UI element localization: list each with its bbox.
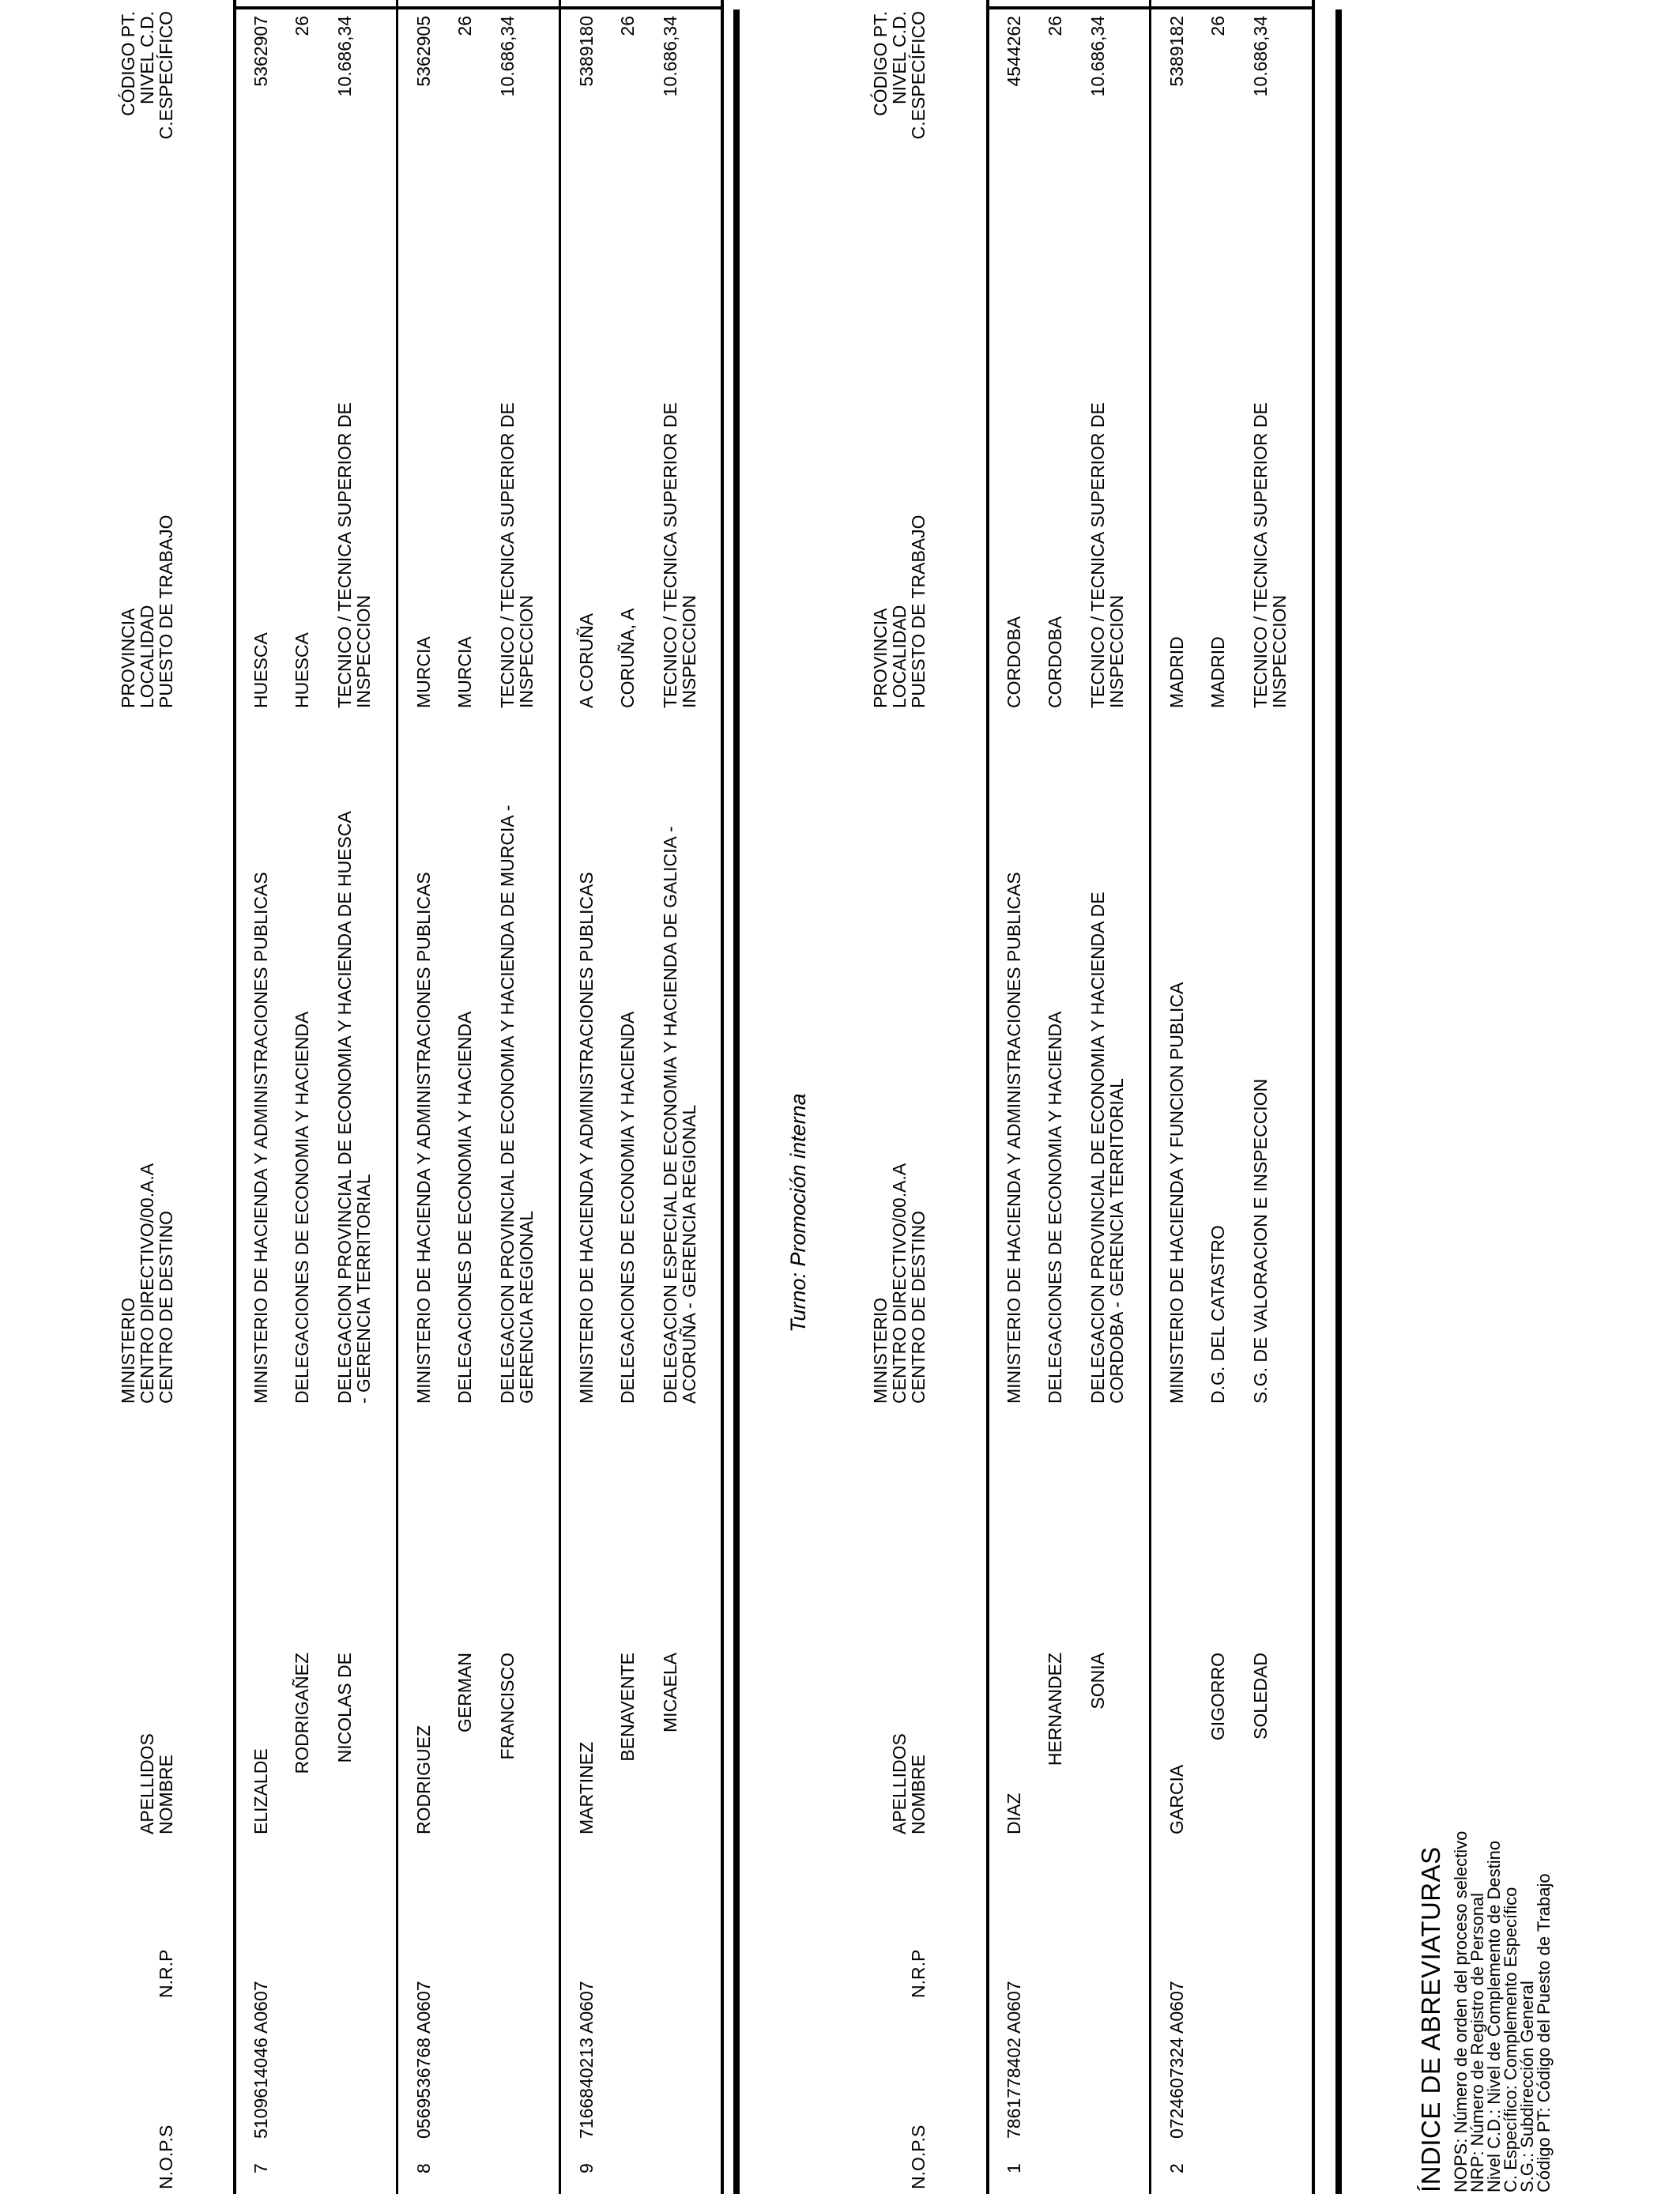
header-codigo: CÓDIGO PT. NIVEL C.D. C.ESPECÍFICO bbox=[118, 11, 176, 140]
turno-heading: Turno: Promoción interna bbox=[786, 1093, 810, 1333]
cell-puesto: TECNICO / TECNICA SUPERIOR DE INSPECCION bbox=[334, 402, 374, 708]
cell-codigo: 5389182 bbox=[1166, 16, 1187, 87]
cell-provincia: MADRID bbox=[1166, 636, 1187, 708]
cell-nivel: 26 bbox=[1045, 16, 1065, 36]
header-nops: N.O.P.S bbox=[908, 2124, 929, 2189]
cell-nrp: 0569536768 A0607 bbox=[413, 1981, 434, 2139]
abbreviation-item: C. Específico: Complemento Específico bbox=[1501, 1887, 1520, 2192]
section-separator bbox=[733, 9, 740, 2194]
cell-centro-directivo: D.G. DEL CATASTRO bbox=[1207, 1225, 1228, 1404]
cell-centro-destino: DELEGACION PROVINCIAL DE ECONOMIA Y HACIENDA DE HUESCA - GERENCIA TERRITORIAL bbox=[334, 812, 374, 1404]
cell-ministerio: MINISTERIO DE HACIENDA Y ADMINISTRACIONES PUBLICAS bbox=[413, 872, 434, 1404]
header-nombre: APELLIDOS NOMBRE bbox=[889, 1733, 929, 1834]
cell-centro-directivo: DELEGACIONES DE ECONOMIA Y HACIENDA bbox=[617, 1011, 638, 1404]
cell-ministerio: MINISTERIO DE HACIENDA Y ADMINISTRACIONES PUBLICAS bbox=[250, 872, 271, 1404]
header-nops: N.O.P.S bbox=[156, 2124, 176, 2189]
cell-especifico: 10.686,34 bbox=[1087, 16, 1108, 97]
cell-ministerio: MINISTERIO DE HACIENDA Y ADMINISTRACIONES PUBLICAS bbox=[1004, 872, 1024, 1404]
table-row bbox=[414, 0, 556, 2194]
header-provincia: PROVINCIA LOCALIDAD PUESTO DE TRABAJO bbox=[870, 515, 929, 708]
cell-apellido1: ELIZALDE bbox=[250, 1748, 271, 1834]
abbreviation-item: NOPS: Número de orden del proceso selectivo bbox=[1451, 1830, 1471, 2192]
cell-apellido2: BENAVENTE bbox=[617, 1653, 638, 1762]
row-divider bbox=[396, 0, 398, 2194]
cell-centro-directivo: DELEGACIONES DE ECONOMIA Y HACIENDA bbox=[292, 1011, 312, 1404]
table-row bbox=[1004, 0, 1147, 2194]
cell-apellido1: RODRIGUEZ bbox=[413, 1725, 434, 1834]
header-provincia: PROVINCIA LOCALIDAD PUESTO DE TRABAJO bbox=[118, 515, 176, 708]
cell-provincia: HUESCA bbox=[250, 632, 271, 708]
cell-nops: 8 bbox=[413, 2163, 434, 2173]
cell-localidad: MURCIA bbox=[454, 636, 475, 708]
table-border-bottom bbox=[1312, 0, 1315, 2194]
cell-nops: 7 bbox=[250, 2163, 271, 2173]
cell-apellido2: GIGORRO bbox=[1207, 1653, 1228, 1741]
cell-nombre: NICOLAS DE bbox=[334, 1653, 355, 1763]
cell-puesto: TECNICO / TECNICA SUPERIOR DE INSPECCION bbox=[660, 402, 699, 708]
cell-provincia: MURCIA bbox=[413, 636, 434, 708]
cell-especifico: 10.686,34 bbox=[334, 16, 355, 97]
cell-nops: 2 bbox=[1166, 2163, 1187, 2173]
table-header bbox=[868, 0, 939, 2194]
cell-apellido2: HERNANDEZ bbox=[1045, 1653, 1065, 1766]
cell-nombre: SOLEDAD bbox=[1250, 1653, 1271, 1740]
cell-apellido2: RODRIGAÑEZ bbox=[292, 1653, 312, 1774]
abbreviation-item: NRP: Número de Registro de Personal bbox=[1467, 1892, 1487, 2192]
abbreviation-item: Código PT: Código del Puesto de Trabajo bbox=[1534, 1873, 1554, 2192]
row-divider bbox=[559, 0, 561, 2194]
table-border-bottom bbox=[721, 0, 724, 2194]
cell-apellido2: GERMAN bbox=[454, 1653, 475, 1732]
cell-nrp: 7861778402 A0607 bbox=[1004, 1981, 1024, 2139]
abbreviations-list bbox=[1452, 1639, 1552, 2192]
cell-nombre: FRANCISCO bbox=[497, 1653, 518, 1760]
table-row bbox=[1167, 0, 1309, 2194]
header-ministerio: MINISTERIO CENTRO DIRECTIVO/00.A.A CENTRO DE DESTINO bbox=[870, 1163, 929, 1404]
abbreviation-item: Nivel C.D.: Nivel de Complemento de Destino bbox=[1484, 1840, 1504, 2192]
cell-nops: 1 bbox=[1004, 2163, 1024, 2173]
cell-centro-destino: DELEGACION PROVINCIAL DE ECONOMIA Y HACIENDA DE MURCIA - GERENCIA REGIONAL bbox=[497, 805, 537, 1404]
cell-nivel: 26 bbox=[292, 16, 312, 36]
table-header bbox=[115, 0, 186, 2194]
cell-especifico: 10.686,34 bbox=[660, 16, 680, 97]
cell-nrp: 0724607324 A0607 bbox=[1166, 1981, 1187, 2139]
abbreviation-item: S.G.: Subdirección General bbox=[1517, 1981, 1537, 2192]
cell-centro-directivo: DELEGACIONES DE ECONOMIA Y HACIENDA bbox=[454, 1011, 475, 1404]
cell-centro-destino: S.G. DE VALORACION E INSPECCION bbox=[1250, 1078, 1271, 1404]
cell-especifico: 10.686,34 bbox=[497, 16, 518, 97]
abbreviations-title: ÍNDICE DE ABREVIATURAS bbox=[1416, 1846, 1445, 2192]
cell-puesto: TECNICO / TECNICA SUPERIOR DE INSPECCION bbox=[1250, 402, 1290, 708]
cell-codigo: 5389180 bbox=[576, 16, 597, 87]
cell-codigo: 4544262 bbox=[1004, 16, 1024, 87]
cell-puesto: TECNICO / TECNICA SUPERIOR DE INSPECCION bbox=[497, 402, 537, 708]
table-row bbox=[577, 0, 719, 2194]
cell-ministerio: MINISTERIO DE HACIENDA Y FUNCION PUBLICA bbox=[1166, 982, 1187, 1404]
header-ministerio: MINISTERIO CENTRO DIRECTIVO/00.A.A CENTRO DE DESTINO bbox=[118, 1163, 176, 1404]
cell-ministerio: MINISTERIO DE HACIENDA Y ADMINISTRACIONES PUBLICAS bbox=[576, 872, 597, 1404]
cell-apellido1: DIAZ bbox=[1004, 1793, 1024, 1834]
cell-nombre: SONIA bbox=[1087, 1653, 1108, 1710]
header-nrp: N.R.P bbox=[908, 1949, 929, 1998]
cell-localidad: MADRID bbox=[1207, 636, 1228, 708]
table-border-top bbox=[986, 0, 989, 2194]
cell-apellido1: GARCIA bbox=[1166, 1764, 1187, 1834]
cell-nops: 9 bbox=[576, 2163, 597, 2173]
abbreviations-index bbox=[1416, 1639, 1552, 2192]
cell-centro-destino: DELEGACION ESPECIAL DE ECONOMIA Y HACIENDA DE GALICIA - ACORUÑA - GERENCIA REGIONAL bbox=[660, 826, 699, 1404]
cell-provincia: CORDOBA bbox=[1004, 616, 1024, 708]
cell-localidad: CORUÑA, A bbox=[617, 608, 638, 708]
cell-localidad: CORDOBA bbox=[1045, 616, 1065, 708]
header-nrp: N.R.P bbox=[156, 1949, 176, 1998]
cell-centro-destino: DELEGACION PROVINCIAL DE ECONOMIA Y HACIENDA DE CORDOBA - GERENCIA TERRITORIAL bbox=[1087, 892, 1127, 1404]
cell-nivel: 26 bbox=[617, 16, 638, 36]
cell-nivel: 26 bbox=[1207, 16, 1228, 36]
cell-provincia: A CORUÑA bbox=[576, 613, 597, 708]
cell-centro-directivo: DELEGACIONES DE ECONOMIA Y HACIENDA bbox=[1045, 1011, 1065, 1404]
cell-nivel: 26 bbox=[454, 16, 475, 36]
cell-nombre: MICAELA bbox=[660, 1653, 680, 1732]
cell-especifico: 10.686,34 bbox=[1250, 16, 1271, 97]
section-separator bbox=[1335, 9, 1342, 2194]
table-border-top bbox=[233, 0, 236, 2194]
cell-codigo: 5362905 bbox=[413, 16, 434, 87]
cell-localidad: HUESCA bbox=[292, 632, 312, 708]
table-row bbox=[251, 0, 394, 2194]
cell-puesto: TECNICO / TECNICA SUPERIOR DE INSPECCION bbox=[1087, 402, 1127, 708]
cell-codigo: 5362907 bbox=[250, 16, 271, 87]
cell-nrp: 5109614046 A0607 bbox=[250, 1981, 271, 2139]
cell-apellido1: MARTINEZ bbox=[576, 1741, 597, 1834]
cell-nrp: 7166840213 A0607 bbox=[576, 1981, 597, 2139]
header-codigo: CÓDIGO PT. NIVEL C.D. C.ESPECÍFICO bbox=[870, 11, 929, 140]
header-nombre: APELLIDOS NOMBRE bbox=[137, 1733, 176, 1834]
row-divider bbox=[1149, 0, 1151, 2194]
